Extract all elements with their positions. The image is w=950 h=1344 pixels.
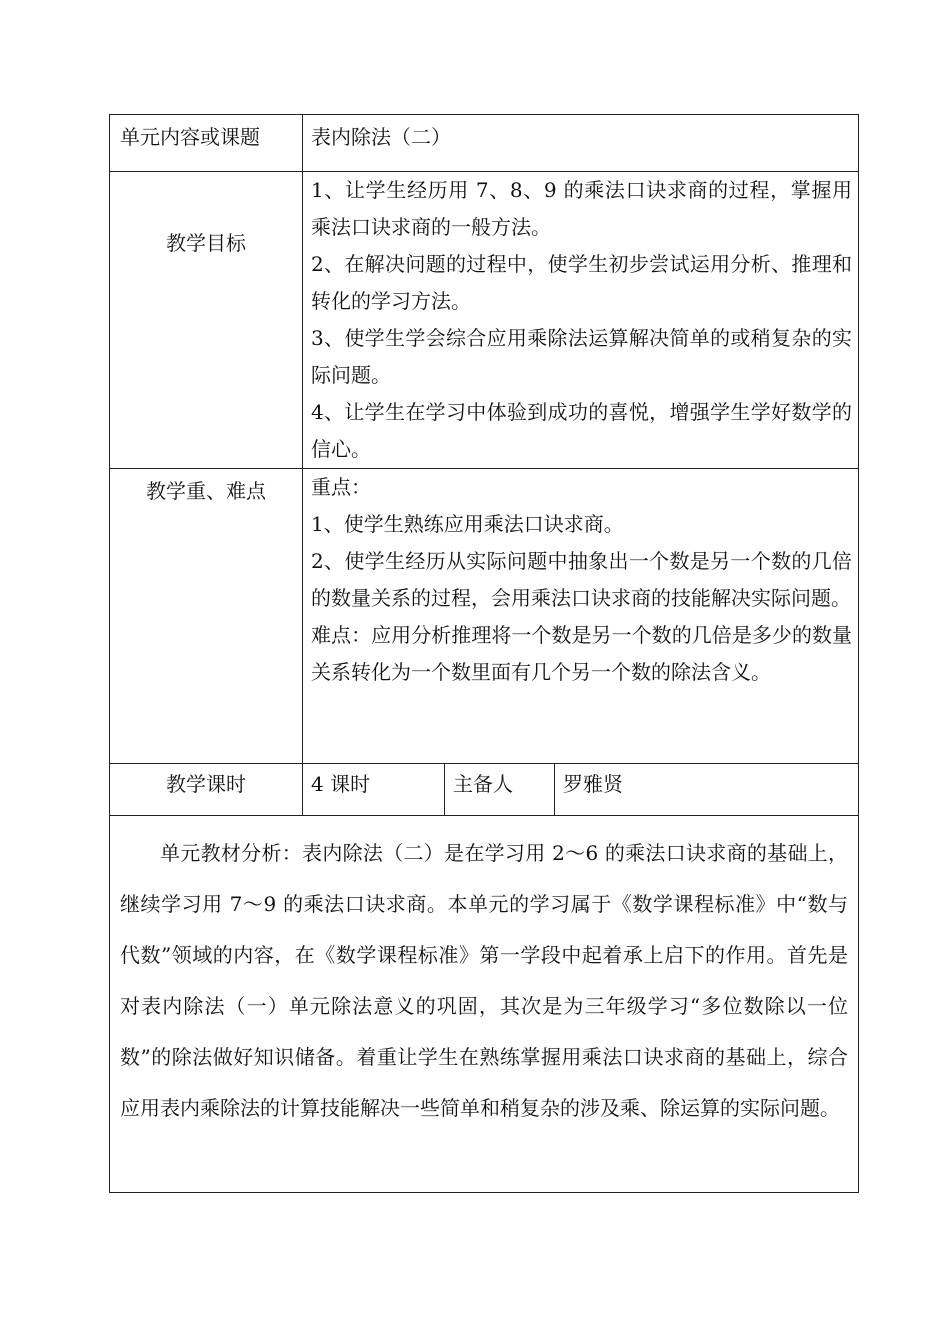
preparer-label: 主备人 [445, 764, 555, 816]
hours-label: 教学课时 [166, 772, 246, 796]
hours-row [110, 764, 859, 816]
key-points-label: 教学重、难点 [146, 479, 266, 503]
key-points-content [303, 469, 859, 764]
objective-1: 1、让学生经历用 7、8、9 的乘法口诀求商的过程，掌握用乘法口诀求商的一般方法。 [311, 178, 853, 239]
preparer-name: 罗雅贤 [555, 764, 859, 816]
objectives-row [110, 172, 859, 469]
topic-label-cell [110, 115, 303, 172]
objective-3: 3、使学生学会综合应用乘除法运算解决简单的或稍复杂的实际问题。 [311, 326, 853, 387]
key-point-2: 2、使学生经历从实际问题中抽象出一个数是另一个数的几倍的数量关系的过程，会用乘法口诀求商的技能解决实际问题。 [311, 549, 853, 610]
hours-label-cell [110, 764, 303, 816]
objectives-label-cell [110, 172, 303, 469]
objective-4: 4、让学生在学习中体验到成功的喜悦，增强学生学好数学的信心。 [311, 400, 853, 461]
lesson-plan-table [109, 114, 859, 1193]
topic-value: 表内除法（二） [303, 115, 859, 172]
analysis-row [110, 816, 859, 1193]
key-heading: 重点： [311, 475, 371, 499]
key-points-row [110, 469, 859, 764]
material-analysis: 单元教材分析：表内除法（二）是在学习用 2～6 的乘法口诀求商的基础上，继续学习用 7～9 的乘法口诀求商。本单元的学习属于《数学课程标准》中“数与代数”领域的内容，在《数学课程标准》第一学段中起着承上启下的作用。首先是对表内除法（一）单元除法意义的巩固，其次是为三年级学习“多位数除以一位数”的除法做好知识储备。着重让学生在熟练掌握用乘法口诀求商的基础上，综合应用表内乘除法的计算技能解决一些简单和稍复杂的涉及乘、除运算的实际问题。 [120, 841, 849, 1120]
topic-label: 单元内容或课题 [120, 125, 260, 149]
analysis-cell [110, 816, 859, 1193]
objective-2: 2、在解决问题的过程中，使学生初步尝试运用分析、推理和转化的学习方法。 [311, 252, 853, 313]
objectives-label: 教学目标 [166, 231, 246, 255]
objectives-content [303, 172, 859, 469]
difficult-point: 难点：应用分析推理将一个数是另一个数的几倍是多少的数量关系转化为一个数里面有几个另一个数的除法含义。 [311, 623, 853, 684]
key-points-label-cell [110, 469, 303, 764]
key-point-1: 1、使学生熟练应用乘法口诀求商。 [311, 512, 624, 536]
topic-row [110, 115, 859, 172]
hours-value: 4 课时 [303, 764, 445, 816]
